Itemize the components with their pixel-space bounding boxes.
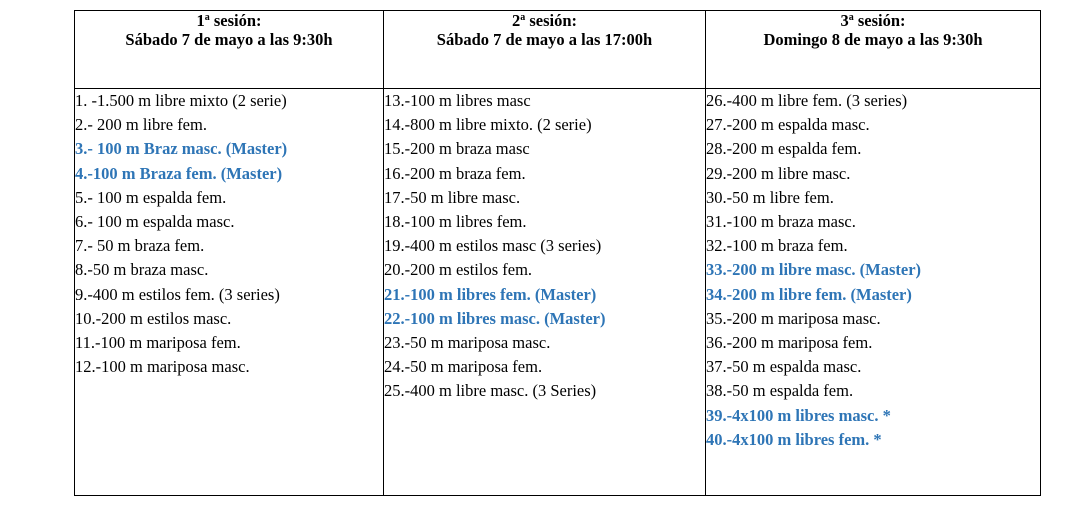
session-2-event-list [384,89,705,404]
event-item: 26.-400 m libre fem. (3 series) [706,91,908,110]
master-event-item: 3.- 100 m Braz masc. (Master) [75,139,288,159]
event-item: 27.-200 m espalda masc. [706,115,870,135]
event-item: 18.-100 m libres fem. [384,212,527,232]
event-item: 8.-50 m braza masc. [75,260,209,280]
session-2-number: 2 [511,11,521,30]
session-1-event-list [75,89,383,379]
session-events-row [75,89,1041,496]
session-1-events-cell [75,89,384,496]
session-3-date: Domingo 8 de mayo a las 9:30h [763,30,983,49]
session-schedule-table [74,10,1041,496]
event-item: 30.-50 m libre fem. [706,187,834,207]
session-header-row [75,11,1041,89]
session-3-ordinal: a [848,12,854,23]
event-item: 5.- 100 m espalda fem. [75,187,227,207]
master-event-item: 4.-100 m Braza fem. (Master) [75,163,283,183]
session-1-ordinal: a [204,12,210,23]
session-2-date: Sábado 7 de mayo a las 17:00h [436,30,653,49]
session-3-number: 3 [840,11,849,30]
session-2-label: sesión: [525,11,578,30]
session-1-number: 1 [196,11,205,30]
event-item: 28.-200 m espalda fem. [706,139,862,159]
event-item: 16.-200 m braza fem. [384,163,526,183]
event-item: 20.-200 m estilos fem. [384,260,533,280]
master-event-item: 40.-4x100 m libres fem. * [706,429,882,449]
session-3-header [706,11,1041,89]
session-2-events-cell [384,89,706,496]
event-item: 31.-100 m braza masc. [706,212,856,232]
session-1-label: sesión: [209,11,262,30]
event-item: 37.-50 m espalda masc. [706,357,862,377]
event-item: 6.- 100 m espalda masc. [75,212,235,232]
event-item: 17.-50 m libre masc. [384,187,521,207]
session-2-title [384,11,705,30]
master-event-item: 22.-100 m libres masc. (Master) [384,308,606,328]
event-item: 19.-400 m estilos masc (3 series) [384,236,602,256]
event-item: 32.-100 m braza fem. [706,236,848,256]
event-item: 38.-50 m espalda fem. [706,381,854,401]
event-item: 23.-50 m mariposa masc. [384,333,551,353]
session-1-date: Sábado 7 de mayo a las 9:30h [125,30,333,49]
event-item: 7.- 50 m braza fem. [75,236,205,256]
event-item: 25.-400 m libre masc. (3 Series) [384,381,597,401]
event-item: 11.-100 m mariposa fem. [75,333,241,353]
session-3-event-list [706,89,1040,452]
event-item: 35.-200 m mariposa masc. [706,308,881,328]
event-item: 29.-200 m libre masc. [706,163,851,183]
event-item: 9.-400 m estilos fem. (3 series) [75,284,280,304]
session-1-header [75,11,384,89]
master-event-item: 33.-200 m libre masc. (Master) [706,260,922,280]
event-item: 10.-200 m estilos masc. [75,308,232,328]
event-item: 2.- 200 m libre fem. [75,115,207,135]
session-3-title [706,11,1040,30]
master-event-item: 39.-4x100 m libres masc. * [706,405,891,425]
session-3-label: sesión: [853,11,906,30]
event-item: 12.-100 m mariposa masc. [75,357,250,377]
event-item: 14.-800 m libre mixto. (2 serie) [384,115,592,135]
event-item: 24.-50 m mariposa fem. [384,357,543,377]
event-item: 15.-200 m braza masc [384,139,530,159]
session-3-events-cell [706,89,1041,496]
event-item: 13.-100 m libres masc [384,91,531,110]
master-event-item: 34.-200 m libre fem. (Master) [706,284,912,304]
master-event-item: 21.-100 m libres fem. (Master) [384,284,597,304]
session-2-ordinal: a [520,12,526,23]
session-1-title [75,11,383,30]
event-item: 36.-200 m mariposa fem. [706,333,873,353]
event-item: 1. -1.500 m libre mixto (2 serie) [75,91,287,110]
session-2-header [384,11,706,89]
